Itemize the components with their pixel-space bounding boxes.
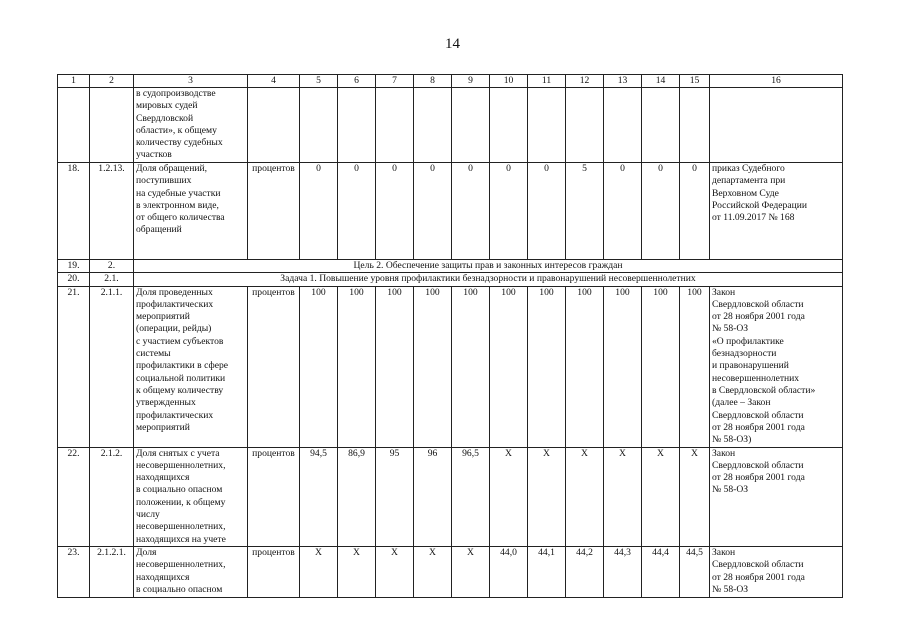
value-cell: 100 <box>452 286 490 447</box>
value-cell: 100 <box>376 286 414 447</box>
unit-cell: процентов <box>248 546 300 597</box>
indicator-code-cell: 2.1.2.1. <box>90 546 134 597</box>
row-number-cell: 21. <box>58 286 90 447</box>
unit-cell: процентов <box>248 286 300 447</box>
value-cell: 96 <box>414 447 452 546</box>
value-cell: Х <box>414 546 452 597</box>
column-number: 2 <box>90 75 134 88</box>
indicator-name-cell: Доля снятых с учета несовершеннолетних, находящихся в социально опасном положении, к общему числу несовершеннолетних, находящихся на учете <box>134 447 248 546</box>
table-row <box>58 88 843 163</box>
column-number: 4 <box>248 75 300 88</box>
value-cell: 0 <box>376 163 414 260</box>
row-number-cell: 23. <box>58 546 90 597</box>
column-number-row <box>58 75 843 88</box>
value-cell <box>490 88 528 163</box>
indicator-code-cell <box>90 88 134 163</box>
value-cell: 100 <box>528 286 566 447</box>
table-row <box>58 546 843 597</box>
value-cell: Х <box>680 447 710 546</box>
value-cell <box>680 88 710 163</box>
value-cell: Х <box>376 546 414 597</box>
value-cell <box>452 88 490 163</box>
indicator-code-cell: 2.1. <box>90 273 134 286</box>
column-number: 10 <box>490 75 528 88</box>
column-number: 11 <box>528 75 566 88</box>
value-cell: 94,5 <box>300 447 338 546</box>
value-cell: Х <box>566 447 604 546</box>
value-cell: 0 <box>338 163 376 260</box>
value-cell <box>604 88 642 163</box>
indicator-code-cell: 2.1.2. <box>90 447 134 546</box>
row-number-cell: 18. <box>58 163 90 260</box>
column-number: 14 <box>642 75 680 88</box>
column-number: 6 <box>338 75 376 88</box>
value-cell: 0 <box>452 163 490 260</box>
value-cell: 0 <box>300 163 338 260</box>
column-number: 7 <box>376 75 414 88</box>
value-cell: 0 <box>414 163 452 260</box>
column-number: 12 <box>566 75 604 88</box>
table-row <box>58 260 843 273</box>
value-cell: Х <box>604 447 642 546</box>
value-cell: 86,9 <box>338 447 376 546</box>
section-heading-cell: Цель 2. Обеспечение защиты прав и законных интересов граждан <box>134 260 843 273</box>
value-cell: 44,2 <box>566 546 604 597</box>
value-cell: 100 <box>566 286 604 447</box>
value-cell: 0 <box>604 163 642 260</box>
row-number-cell: 20. <box>58 273 90 286</box>
column-number: 15 <box>680 75 710 88</box>
value-cell: 44,4 <box>642 546 680 597</box>
value-cell: 96,5 <box>452 447 490 546</box>
unit-cell: процентов <box>248 447 300 546</box>
value-cell: 100 <box>604 286 642 447</box>
section-heading-cell: Задача 1. Повышение уровня профилактики безнадзорности и правонарушений несовершеннолетних <box>134 273 843 286</box>
table-row <box>58 286 843 447</box>
column-number: 3 <box>134 75 248 88</box>
value-cell: 44,3 <box>604 546 642 597</box>
value-cell: Х <box>642 447 680 546</box>
value-cell: 100 <box>490 286 528 447</box>
value-cell: Х <box>338 546 376 597</box>
indicator-name-cell: Доля обращений, поступивших на судебные участки в электронном виде, от общего количества обращений <box>134 163 248 260</box>
indicator-name-cell: в судопроизводстве мировых судей Свердловской области», к общему количеству судебных участков <box>134 88 248 163</box>
value-cell: 0 <box>528 163 566 260</box>
legal-basis-cell: Закон Свердловской области от 28 ноября 2001 года № 58-ОЗ «О профилактике безнадзорности и правонарушений несовершеннолетних в Свердловской области» (далее – Закон Свердловской области от 28 ноября 2001 года № 58-ОЗ) <box>710 286 843 447</box>
legal-basis-cell: Закон Свердловской области от 28 ноября 2001 года № 58-ОЗ <box>710 447 843 546</box>
value-cell: 0 <box>642 163 680 260</box>
value-cell: 44,5 <box>680 546 710 597</box>
unit-cell: процентов <box>248 163 300 260</box>
indicator-code-cell: 2. <box>90 260 134 273</box>
row-number-cell: 19. <box>58 260 90 273</box>
value-cell: Х <box>452 546 490 597</box>
indicators-table <box>57 74 843 598</box>
value-cell <box>642 88 680 163</box>
value-cell: 5 <box>566 163 604 260</box>
column-number: 16 <box>710 75 843 88</box>
value-cell <box>338 88 376 163</box>
value-cell <box>300 88 338 163</box>
table-row <box>58 163 843 260</box>
table-body <box>58 75 843 598</box>
value-cell: Х <box>528 447 566 546</box>
value-cell: 44,1 <box>528 546 566 597</box>
page-number: 14 <box>445 36 460 52</box>
value-cell: 95 <box>376 447 414 546</box>
legal-basis-cell: приказ Судебного департамента при Верховном Суде Российской Федерации от 11.09.2017 № 168 <box>710 163 843 260</box>
value-cell: 0 <box>680 163 710 260</box>
value-cell <box>528 88 566 163</box>
column-number: 5 <box>300 75 338 88</box>
value-cell: 0 <box>490 163 528 260</box>
unit-cell <box>248 88 300 163</box>
column-number: 1 <box>58 75 90 88</box>
column-number: 9 <box>452 75 490 88</box>
value-cell: 44,0 <box>490 546 528 597</box>
indicator-code-cell: 2.1.1. <box>90 286 134 447</box>
value-cell: Х <box>490 447 528 546</box>
value-cell: Х <box>300 546 338 597</box>
row-number-cell: 22. <box>58 447 90 546</box>
value-cell <box>414 88 452 163</box>
value-cell: 100 <box>642 286 680 447</box>
row-number-cell <box>58 88 90 163</box>
table-row <box>58 447 843 546</box>
value-cell: 100 <box>414 286 452 447</box>
legal-basis-cell: Закон Свердловской области от 28 ноября 2001 года № 58-ОЗ <box>710 546 843 597</box>
value-cell <box>566 88 604 163</box>
value-cell: 100 <box>338 286 376 447</box>
column-number: 13 <box>604 75 642 88</box>
indicator-name-cell: Доля несовершеннолетних, находящихся в социально опасном <box>134 546 248 597</box>
value-cell: 100 <box>300 286 338 447</box>
column-number: 8 <box>414 75 452 88</box>
value-cell <box>376 88 414 163</box>
value-cell: 100 <box>680 286 710 447</box>
legal-basis-cell <box>710 88 843 163</box>
table-row <box>58 273 843 286</box>
indicator-name-cell: Доля проведенных профилактических мероприятий (операции, рейды) с участием субъектов системы профилактики в сфере социальной политики к общему количеству утвержденных профилактических мероприятий <box>134 286 248 447</box>
indicator-code-cell: 1.2.13. <box>90 163 134 260</box>
